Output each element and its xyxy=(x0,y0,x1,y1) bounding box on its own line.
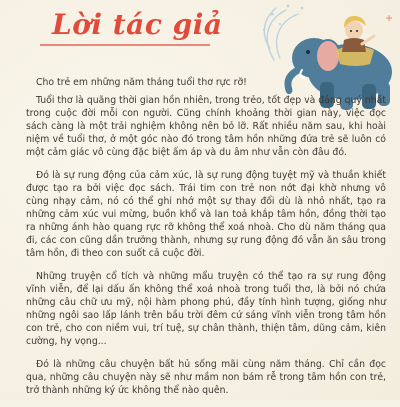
title-underline xyxy=(40,44,210,46)
elephant-ear xyxy=(316,40,340,72)
page-title: Lời tác giả xyxy=(52,8,223,41)
author-foreword-body xyxy=(26,76,386,407)
paragraph-5: Đó là những câu chuyện bất hủ sống mãi cùng năm tháng. Chỉ cần đọc qua, những câu chuyện này sẽ như mầm non bám rễ trong tâm hồn con trẻ, trở thành những ký ức không thể nào quên. xyxy=(26,359,386,396)
paragraph-3: Đó là sự rung động của cảm xúc, là sự rung động tuyệt mỹ và thuần khiết được tạo ra bởi việc đọc sách. Trái tim con trẻ non nớt đại khờ nhưng vô cùng nhạy cảm, nó có thể ghi nhớ một sự thay đổi dù là nhỏ nhất, tạo ra những cảm xúc vui mừng, buồn khổ và lan toả khắp tâm hồn, đồng thời tạo ra những ánh hào quang rực rỡ không thể xoá nhoà. Cho dù năm tháng qua đi, các con cũng dần trưởng thành, nhưng sự rung động đó vẫn ăn sâu trong tâm hồn, đi theo con suốt cả cuộc đời. xyxy=(26,170,386,259)
paragraph-4: Những truyện cổ tích và những mẩu truyện có thể tạo ra sự rung động vĩnh viễn, để lại dấu ấn không thể xoá nhoà trong tuổi thơ, là bởi nó chứa những câu chữ ưu mỹ, nội hàm phong phú, đầy tính hình tượng, giống như những ngôi sao lấp lánh trên bầu trời đêm cứ sáng vĩnh viễn trong tâm hồn con trẻ, cho con niềm vui, trí tuệ, sự chân thành, thiện tâm, dũng cảm, kiên cường, hy vọng... xyxy=(26,271,386,347)
paragraph-1: Cho trẻ em những năm tháng tuổi thơ rực rỡ! xyxy=(36,77,247,88)
paragraph-2: Tuổi thơ là quãng thời gian hồn nhiên, trong trẻo, tốt đẹp và đáng quý nhất trong cuộc đời mỗi con người. Cũng chính khoảng thời gian này, việc đọc sách càng là một trải nghiệm không nên bỏ lỡ. Rất nhiều năm sau, khi hoài niệm về tuổi thơ, ở một góc nào đó trong tâm hồn những đứa trẻ sẽ luôn có một cảm giác vô cùng đặc biệt ấm áp và du âm như vẫn còn đâu đó. xyxy=(26,95,386,158)
child-rider xyxy=(342,16,374,52)
